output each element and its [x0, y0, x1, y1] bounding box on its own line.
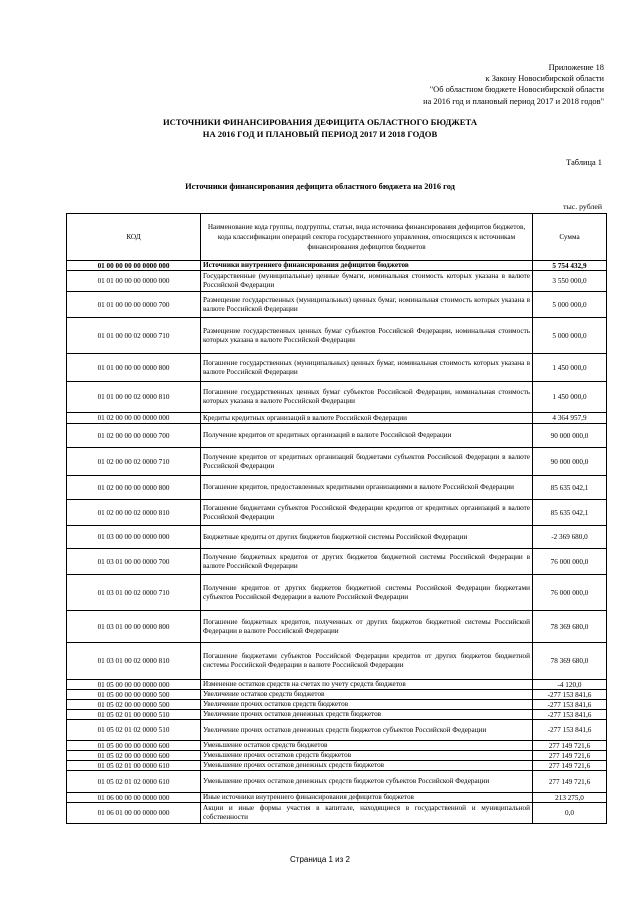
cell-sum: 90 000 000,0: [533, 424, 607, 448]
cell-code: 01 02 00 00 00 0000 000: [67, 413, 201, 424]
table-title: Источники финансирования дефицита областного бюджета на 2016 год: [185, 182, 455, 191]
table-row: [67, 690, 607, 700]
table-row: [67, 575, 607, 611]
table-row: [67, 261, 607, 271]
cell-code: 01 01 00 00 02 0000 810: [67, 382, 201, 413]
cell-sum: 90 000 000,0: [533, 448, 607, 476]
cell-sum: 1 450 000,0: [533, 382, 607, 413]
column-header-sum: Сумма: [533, 214, 607, 261]
cell-code: 01 05 02 00 00 0000 600: [67, 751, 201, 761]
cell-name: Погашение бюджетных кредитов, полученных от других бюджетов бюджетной системы Российской Федерации в валюте Российской Федерации: [201, 611, 533, 643]
cell-code: 01 03 01 00 00 0000 800: [67, 611, 201, 643]
cell-name: Увеличение прочих остатков денежных средств бюджетов: [201, 710, 533, 720]
table-row: [67, 611, 607, 643]
cell-name: Увеличение прочих остатков средств бюджетов: [201, 700, 533, 710]
cell-sum: -277 153 841,6: [533, 690, 607, 700]
appendix-law-title: "Об областном бюджете Новосибирской области: [429, 85, 604, 95]
table-row: [67, 292, 607, 318]
financing-sources-table: [66, 213, 607, 824]
cell-sum: 85 635 042,1: [533, 476, 607, 500]
table-row: [67, 761, 607, 771]
cell-code: 01 02 00 00 02 0000 710: [67, 448, 201, 476]
cell-name: Иные источники внутреннего финансирования дефицитов бюджетов: [201, 793, 533, 803]
cell-name: Бюджетные кредиты от других бюджетов бюджетной системы Российской Федерации: [201, 526, 533, 549]
cell-sum: 277 149 721,6: [533, 761, 607, 771]
cell-sum: -277 153 841,6: [533, 700, 607, 710]
table-row: [67, 424, 607, 448]
cell-code: 01 05 02 01 00 0000 610: [67, 761, 201, 771]
cell-code: 01 01 00 00 02 0000 710: [67, 318, 201, 354]
cell-code: 01 02 00 00 00 0000 700: [67, 424, 201, 448]
column-header-code: КОД: [67, 214, 201, 261]
cell-name: Государственные (муниципальные) ценные бумаги, номинальная стоимость которых указана в валюте Российской Федерации: [201, 271, 533, 292]
cell-name: Кредиты кредитных организаций в валюте Российской Федерации: [201, 413, 533, 424]
table-row: [67, 751, 607, 761]
cell-name: Уменьшение прочих остатков денежных средств бюджетов: [201, 761, 533, 771]
cell-code: 01 05 00 00 00 0000 500: [67, 690, 201, 700]
table-row: [67, 318, 607, 354]
cell-sum: 4 364 957,9: [533, 413, 607, 424]
cell-sum: 78 369 680,0: [533, 611, 607, 643]
cell-name: Получение кредитов от других бюджетов бюджетной системы Российской Федерации бюджетами субъектов Российской Федерации в валюте Российской Федерации: [201, 575, 533, 611]
table-row: [67, 526, 607, 549]
cell-code: 01 03 01 00 00 0000 700: [67, 549, 201, 575]
cell-code: 01 02 00 00 00 0000 800: [67, 476, 201, 500]
cell-code: 01 03 01 00 02 0000 810: [67, 643, 201, 680]
table-row: [67, 354, 607, 382]
table-row: [67, 549, 607, 575]
cell-name: Изменение остатков средств на счетах по учету средств бюджетов: [201, 680, 533, 690]
cell-sum: 85 635 042,1: [533, 500, 607, 526]
table-row: [67, 413, 607, 424]
cell-sum: 78 369 680,0: [533, 643, 607, 680]
cell-name: Источники внутреннего финансирования дефицитов бюджетов: [201, 261, 533, 271]
table-number: Таблица 1: [566, 158, 602, 167]
cell-name: Увеличение остатков средств бюджетов: [201, 690, 533, 700]
cell-sum: 76 000 000,0: [533, 549, 607, 575]
cell-code: 01 01 00 00 00 0000 700: [67, 292, 201, 318]
cell-name: Погашение бюджетами субъектов Российской Федерации кредитов от кредитных организаций в валюте Российской Федерации: [201, 500, 533, 526]
table-row: [67, 720, 607, 741]
table-row: [67, 643, 607, 680]
cell-name: Получение кредитов от кредитных организаций бюджетами субъектов Российской Федерации в валюте Российской Федерации: [201, 448, 533, 476]
cell-sum: -2 369 680,0: [533, 526, 607, 549]
page-footer: Страница 1 из 2: [290, 855, 350, 864]
cell-sum: 3 550 000,0: [533, 271, 607, 292]
cell-code: 01 05 02 01 00 0000 510: [67, 710, 201, 720]
appendix-header: [423, 62, 604, 107]
cell-name: Уменьшение прочих остатков денежных средств бюджетов субъектов Российской Федерации: [201, 771, 533, 793]
column-header-name: Наименование кода группы, подгруппы, статьи, вида источника финансирования дефицитов бюджетов, кода классификации операций сектора государственного управления, относящихся к источникам финансирования дефицитов бюджетов: [201, 214, 533, 261]
cell-code: 01 02 00 00 02 0000 810: [67, 500, 201, 526]
appendix-law-period: на 2016 год и плановый период 2017 и 2018 годов": [423, 96, 604, 106]
table-row: [67, 793, 607, 803]
table-row: [67, 448, 607, 476]
cell-name: Погашение государственных ценных бумаг субъектов Российской Федерации, номинальная стоимость которых указана в валюте Российской Федерации: [201, 382, 533, 413]
cell-sum: 5 000 000,0: [533, 292, 607, 318]
cell-name: Погашение кредитов, предоставленных кредитными организациями в валюте Российской Федерации: [201, 476, 533, 500]
document-title: [0, 116, 640, 140]
table-body: [67, 261, 607, 824]
cell-sum: 5 754 432,9: [533, 261, 607, 271]
table-row: [67, 500, 607, 526]
table-row: [67, 710, 607, 720]
table-row: [67, 700, 607, 710]
table-row: [67, 271, 607, 292]
cell-name: Получение бюджетных кредитов от других бюджетов бюджетной системы Российской Федерации в валюте Российской Федерации: [201, 549, 533, 575]
document-title-line-2: НА 2016 ГОД И ПЛАНОВЫЙ ПЕРИОД 2017 И 2018 ГОДОВ: [202, 129, 438, 139]
cell-code: 01 06 01 00 00 0000 000: [67, 803, 201, 824]
cell-name: Акции и иные формы участия в капитале, находящиеся в государственной и муниципальной собственности: [201, 803, 533, 824]
cell-name: Размещение государственных ценных бумаг субъектов Российской Федерации, номинальная стоимость которых указана в валюте Российской Федерации: [201, 318, 533, 354]
units-label: тыс. рублей: [563, 202, 602, 211]
cell-code: 01 00 00 00 00 0000 000: [67, 261, 201, 271]
table-row: [67, 680, 607, 690]
cell-code: 01 05 02 01 02 0000 610: [67, 771, 201, 793]
cell-sum: -4 120,0: [533, 680, 607, 690]
cell-name: Погашение бюджетами субъектов Российской Федерации кредитов от других бюджетов бюджетной системы Российской Федерации в валюте Российской Федерации: [201, 643, 533, 680]
cell-sum: -277 153 841,6: [533, 710, 607, 720]
cell-sum: 277 149 721,6: [533, 751, 607, 761]
table-header-row: [67, 214, 607, 261]
cell-name: Получение кредитов от кредитных организаций в валюте Российской Федерации: [201, 424, 533, 448]
cell-code: 01 05 02 00 00 0000 500: [67, 700, 201, 710]
appendix-number: Приложение 18: [548, 63, 604, 72]
table-row: [67, 741, 607, 751]
cell-sum: -277 153 841,6: [533, 720, 607, 741]
cell-sum: 5 000 000,0: [533, 318, 607, 354]
table-row: [67, 803, 607, 824]
cell-sum: 277 149 721,6: [533, 771, 607, 793]
appendix-law: к Закону Новосибирской области: [485, 74, 604, 84]
cell-code: 01 05 00 00 00 0000 000: [67, 680, 201, 690]
cell-name: Уменьшение остатков средств бюджетов: [201, 741, 533, 751]
cell-code: 01 01 00 00 00 0000 000: [67, 271, 201, 292]
table-row: [67, 476, 607, 500]
cell-code: 01 03 00 00 00 0000 000: [67, 526, 201, 549]
table-row: [67, 771, 607, 793]
cell-name: Увеличение прочих остатков денежных средств бюджетов субъектов Российской Федерации: [201, 720, 533, 741]
cell-sum: 76 000 000,0: [533, 575, 607, 611]
cell-sum: 213 275,0: [533, 793, 607, 803]
table-row: [67, 382, 607, 413]
document-title-line-1: ИСТОЧНИКИ ФИНАНСИРОВАНИЯ ДЕФИЦИТА ОБЛАСТНОГО БЮДЖЕТА: [162, 117, 478, 127]
cell-sum: 0,0: [533, 803, 607, 824]
cell-code: 01 03 01 00 02 0000 710: [67, 575, 201, 611]
cell-code: 01 06 00 00 00 0000 000: [67, 793, 201, 803]
cell-name: Уменьшение прочих остатков средств бюджетов: [201, 751, 533, 761]
cell-code: 01 05 02 01 02 0000 510: [67, 720, 201, 741]
cell-code: 01 05 00 00 00 0000 600: [67, 741, 201, 751]
cell-sum: 1 450 000,0: [533, 354, 607, 382]
cell-name: Погашение государственных (муниципальных) ценных бумаг, номинальная стоимость которых указана в валюте Российской Федерации: [201, 354, 533, 382]
cell-code: 01 01 00 00 00 0000 800: [67, 354, 201, 382]
cell-name: Размещение государственных (муниципальных) ценных бумаг, номинальная стоимость которых указана в валюте Российской Федерации: [201, 292, 533, 318]
cell-sum: 277 149 721,6: [533, 741, 607, 751]
